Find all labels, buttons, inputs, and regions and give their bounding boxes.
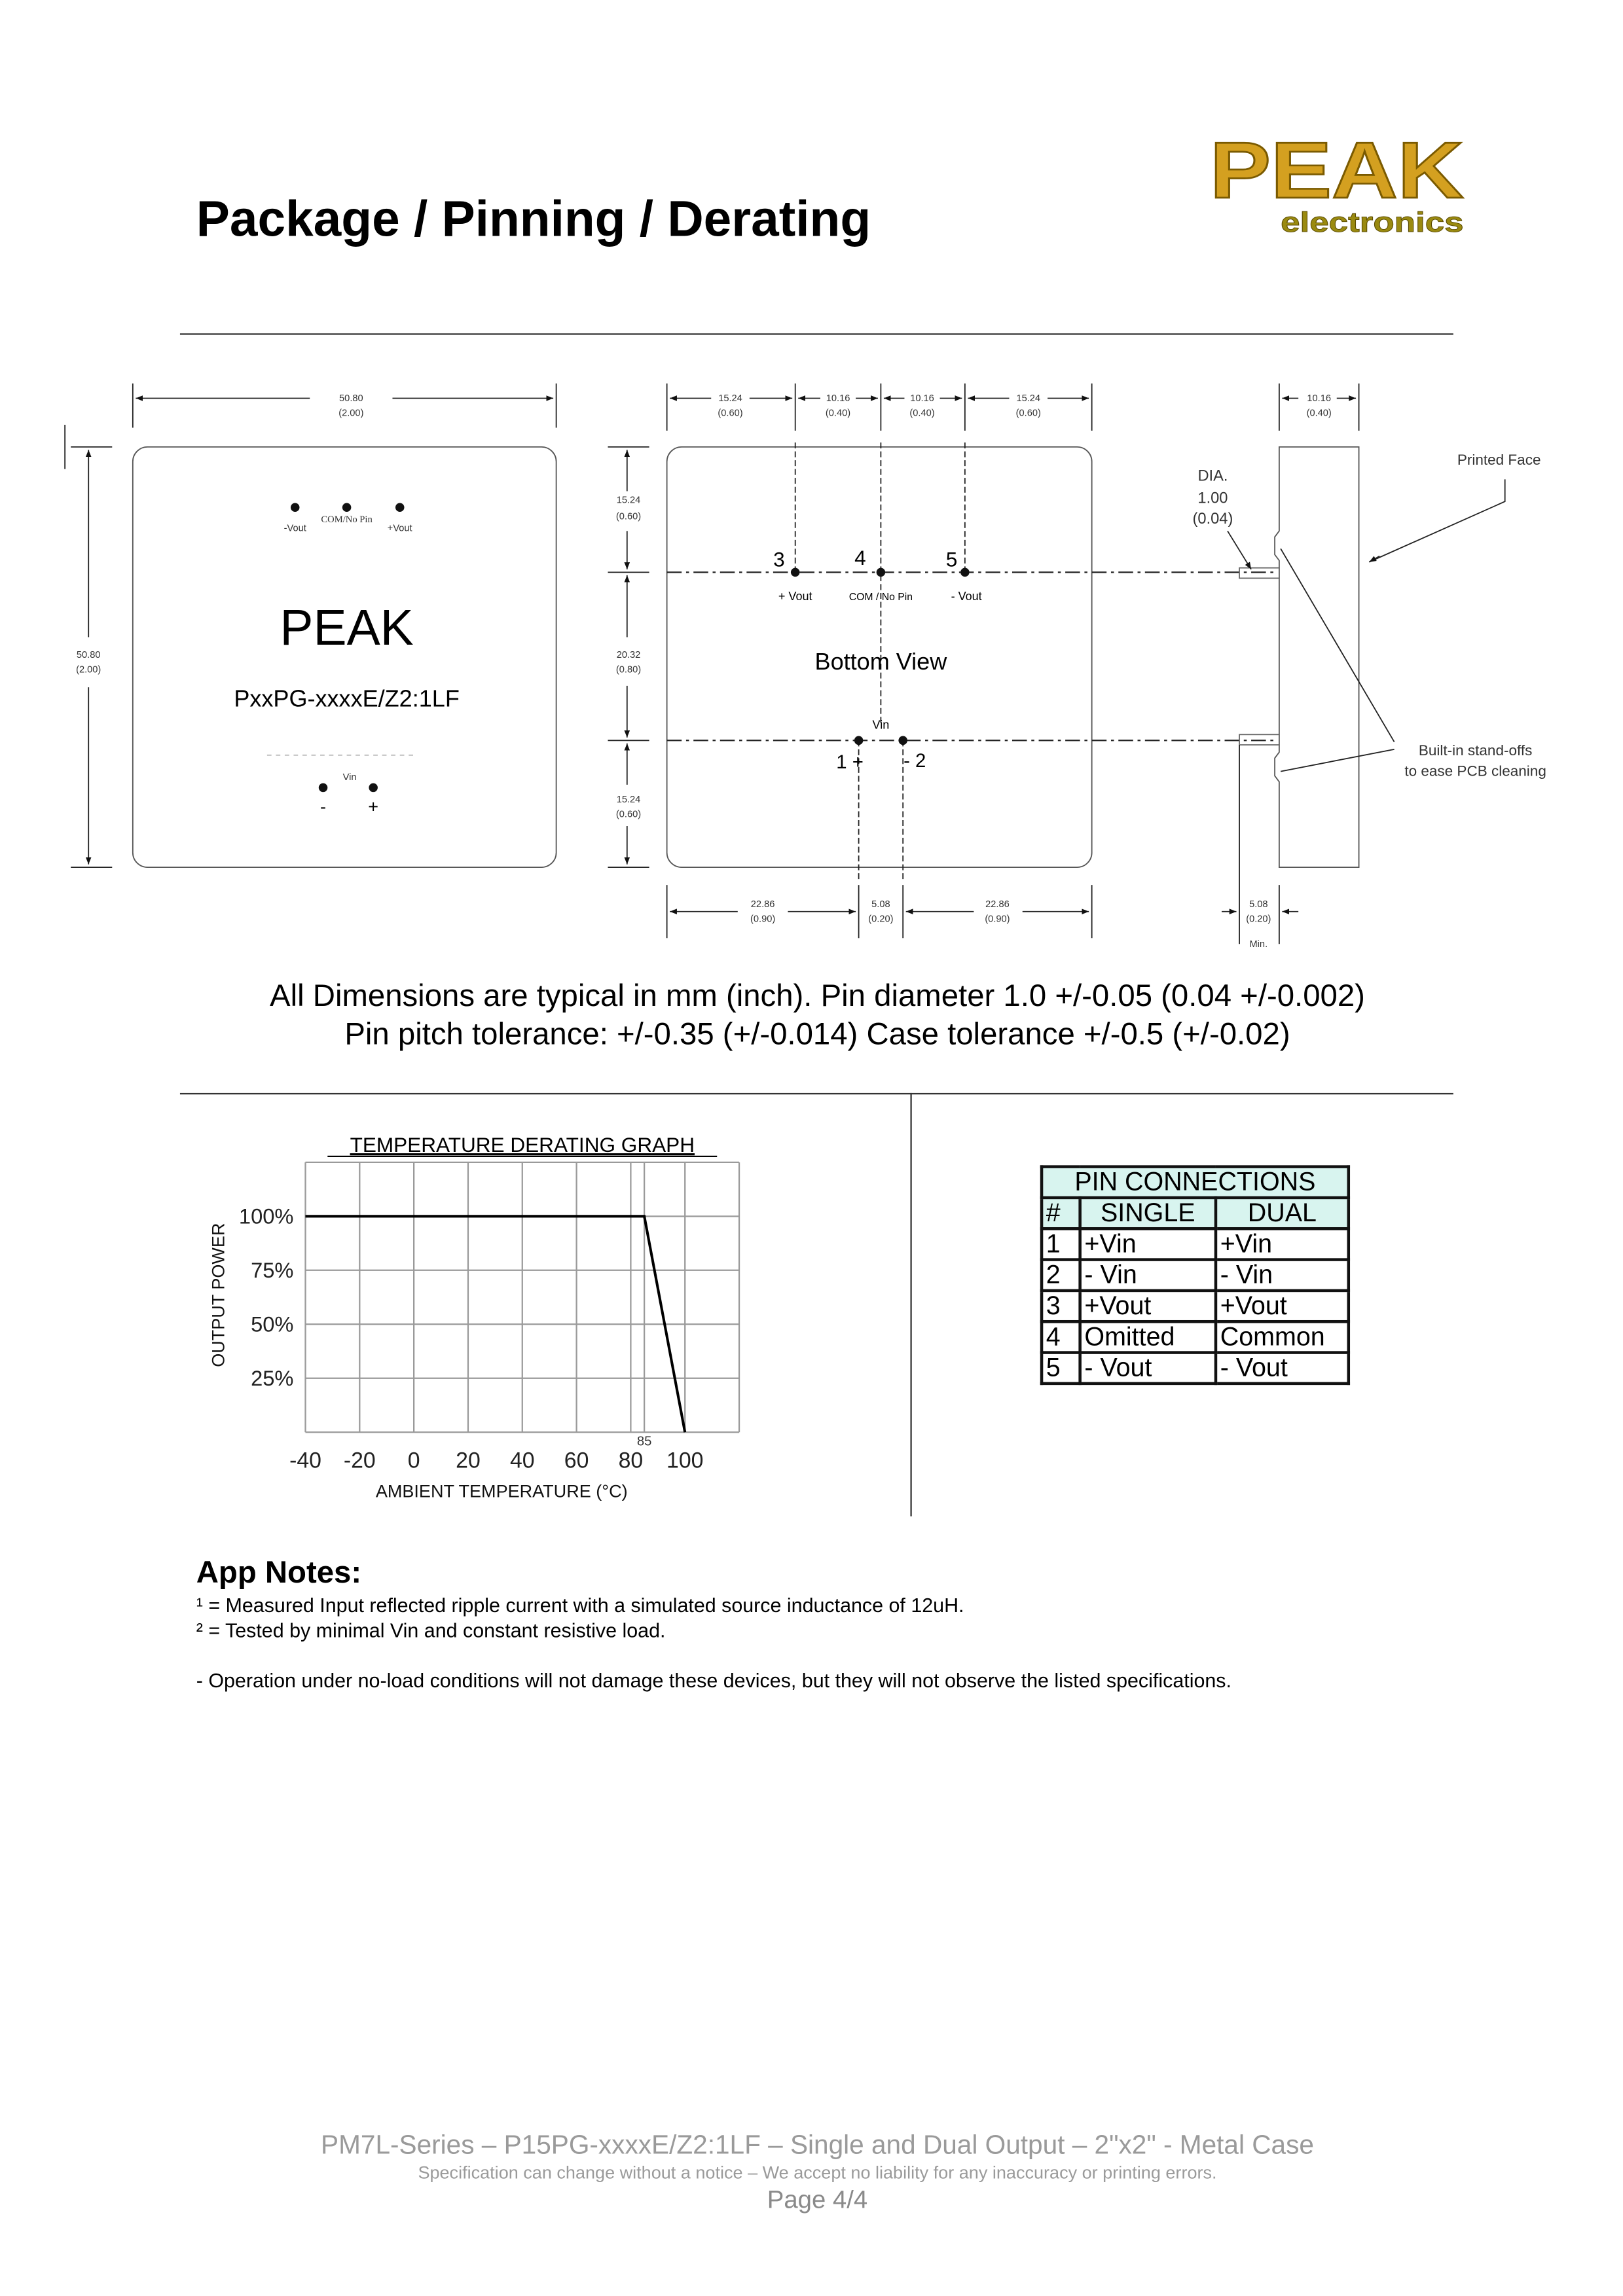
dim-label: (0.20) xyxy=(1246,914,1271,925)
pin1-label: 1 + xyxy=(836,751,864,774)
dim-label: (0.80) xyxy=(615,664,642,675)
dim-label: 22.86 xyxy=(750,899,775,910)
x-tick-label: 100 xyxy=(666,1448,704,1473)
annotation-label: 85 xyxy=(636,1434,652,1449)
column-header: SINGLE xyxy=(1080,1198,1216,1229)
pin-label: COM / No Pin xyxy=(848,592,913,603)
column-header: DUAL xyxy=(1216,1198,1349,1229)
dual-function: Common xyxy=(1216,1321,1349,1352)
dim-label: 20.32 xyxy=(616,650,641,661)
pin-label: - Vout xyxy=(951,590,982,603)
x-tick-label: 0 xyxy=(407,1448,420,1473)
y-axis-label: OUTPUT POWER xyxy=(208,1223,228,1367)
dim-label: 5.08 xyxy=(871,899,890,910)
case-model: PxxPG-xxxxE/Z2:1LF xyxy=(234,685,460,712)
app-note: ² = Tested by minimal Vin and constant resistive load. xyxy=(196,1619,666,1642)
pin-label: +Vout xyxy=(387,523,412,534)
dim-label: (0.60) xyxy=(615,809,642,820)
pin-number: 2 xyxy=(1042,1260,1080,1291)
dim-label: (2.00) xyxy=(76,664,101,675)
x-axis-label: AMBIENT TEMPERATURE (°C) xyxy=(375,1481,628,1501)
dim-label: (0.60) xyxy=(718,408,743,419)
vin-plus-label: + xyxy=(368,797,379,817)
x-tick-label: 80 xyxy=(618,1448,644,1473)
case-brand: PEAK xyxy=(280,600,414,656)
table-row xyxy=(1042,1260,1349,1291)
dim-label: 50.80 xyxy=(76,650,101,661)
y-tick-label: 25% xyxy=(251,1366,294,1391)
dim-label: 5.08 xyxy=(1249,899,1268,910)
dim-label: 15.24 xyxy=(616,495,641,506)
dia-label: DIA. xyxy=(1197,467,1228,485)
standoffs-label: Built-in stand-offs xyxy=(1418,742,1533,759)
dim-label: 50.80 xyxy=(339,393,363,404)
app-note: - Operation under no-load conditions will not damage these devices, but they will not observe the listed specifications. xyxy=(196,1670,1231,1692)
dim-label: 22.86 xyxy=(985,899,1010,910)
y-tick-label: 100% xyxy=(238,1204,294,1229)
pin-label: + Vout xyxy=(778,590,812,603)
chart-title: TEMPERATURE DERATING GRAPH xyxy=(350,1133,695,1157)
pin-number: 3 xyxy=(773,547,785,571)
dia-value-inch: (0.04) xyxy=(1192,511,1233,528)
standoffs-label: to ease PCB cleaning xyxy=(1404,762,1546,780)
table-row xyxy=(1042,1229,1349,1259)
page-title: Package / Pinning / Derating xyxy=(196,191,871,248)
table-row xyxy=(1042,1321,1349,1352)
dim-label: (0.60) xyxy=(1015,408,1041,419)
x-tick-label: -40 xyxy=(289,1448,321,1473)
dim-label: (0.90) xyxy=(985,914,1010,925)
dim-label: 15.24 xyxy=(1016,393,1041,404)
dim-label: (0.40) xyxy=(1306,408,1332,419)
footer-series: PM7L-Series – P15PG-xxxxE/Z2:1LF – Single and Dual Output – 2"x2" - Metal Case xyxy=(321,2130,1314,2160)
dim-label: 10.16 xyxy=(826,393,850,404)
logo-subtitle: electronics xyxy=(1281,206,1464,238)
dim-label: (0.60) xyxy=(615,511,642,522)
dim-label: (0.40) xyxy=(909,408,935,419)
column-header: # xyxy=(1042,1198,1080,1229)
dia-value: 1.00 xyxy=(1197,490,1228,507)
pin-number: 5 xyxy=(945,547,958,571)
pin-connections-table xyxy=(1040,1165,1350,1385)
tolerance-note: Pin pitch tolerance: +/-0.35 (+/-0.014) Case tolerance +/-0.5 (+/-0.02) xyxy=(344,1017,1290,1052)
bottom-view-title: Bottom View xyxy=(814,648,947,675)
dim-label: 15.24 xyxy=(718,393,742,404)
y-tick-label: 75% xyxy=(251,1258,294,1283)
dim-label: (0.40) xyxy=(825,408,851,419)
vin-label: Vin xyxy=(872,718,890,732)
single-function: +Vout xyxy=(1080,1291,1216,1321)
x-tick-label: -20 xyxy=(343,1448,376,1473)
dual-function: - Vout xyxy=(1216,1353,1349,1384)
dim-label: (0.20) xyxy=(868,914,894,925)
pin-label: COM/No Pin xyxy=(321,514,373,525)
single-function: +Vin xyxy=(1080,1229,1216,1259)
pin-number: 4 xyxy=(854,546,866,570)
app-notes-title: App Notes: xyxy=(196,1556,362,1590)
dim-label: 15.24 xyxy=(616,794,641,805)
x-tick-label: 40 xyxy=(509,1448,535,1473)
x-tick-label: 60 xyxy=(564,1448,589,1473)
single-function: - Vout xyxy=(1080,1353,1216,1384)
dim-label: 10.16 xyxy=(1307,393,1332,404)
dual-function: +Vin xyxy=(1216,1229,1349,1259)
pin-number: 5 xyxy=(1042,1353,1080,1384)
vin-label: Vin xyxy=(342,772,357,783)
footer-disclaimer: Specification can change without a notice – We accept no liability for any inaccuracy or printing errors. xyxy=(418,2162,1217,2183)
y-tick-label: 50% xyxy=(251,1312,294,1336)
pin-label: -Vout xyxy=(283,523,306,534)
dim-label: (0.90) xyxy=(750,914,776,925)
dim-label: 10.16 xyxy=(910,393,934,404)
single-function: - Vin xyxy=(1080,1260,1216,1291)
dual-function: +Vout xyxy=(1216,1291,1349,1321)
dim-label: (2.00) xyxy=(338,408,364,419)
pin-number: 3 xyxy=(1042,1291,1080,1321)
dim-label: Min. xyxy=(1249,939,1268,950)
table-row xyxy=(1042,1291,1349,1321)
pin-number: 1 xyxy=(1042,1229,1080,1259)
table-title: PIN CONNECTIONS xyxy=(1042,1167,1349,1198)
page-number: Page 4/4 xyxy=(767,2185,868,2214)
logo-wordmark: PEAK xyxy=(1209,125,1464,215)
app-note: ¹ = Measured Input reflected ripple current with a simulated source inductance of 12uH. xyxy=(196,1594,964,1617)
printed-face-label: Printed Face xyxy=(1457,451,1541,468)
single-function: Omitted xyxy=(1080,1321,1216,1352)
pin-number: 4 xyxy=(1042,1321,1080,1352)
dual-function: - Vin xyxy=(1216,1260,1349,1291)
pin2-label: - 2 xyxy=(903,749,926,772)
table-row xyxy=(1042,1353,1349,1384)
vin-minus-label: - xyxy=(320,797,327,817)
x-tick-label: 20 xyxy=(456,1448,481,1473)
dimensions-note: All Dimensions are typical in mm (inch). Pin diameter 1.0 +/-0.05 (0.04 +/-0.002) xyxy=(270,979,1365,1014)
